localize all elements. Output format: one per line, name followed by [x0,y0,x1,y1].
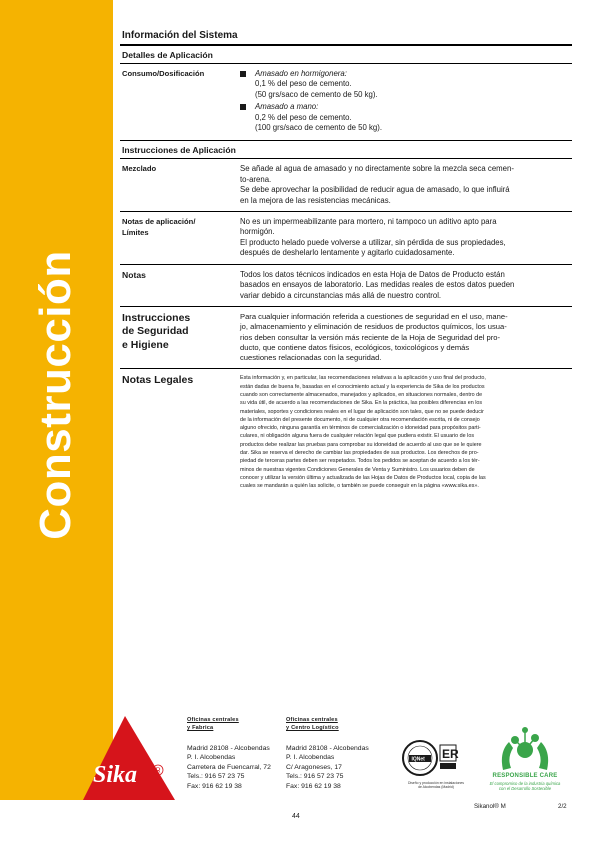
sidebar-title: Construcción [31,250,80,540]
office-central-logistics: Oficinas centrales y Centro Logístico Madrid 28108 - Alcobendas P. I. Alcobendas C/ Aragoneses, 17 Tels.: 916 57 23 75 Fax: 916 62 19 38 [286,716,386,791]
section-title-system-info: Información del Sistema [120,30,572,46]
page-number: 44 [292,813,300,820]
limits-label: Notas de aplicación/ Límites [122,217,196,237]
footer-page-count: 2/2 [558,803,567,810]
consumption-body [240,69,570,135]
svg-text:R: R [155,767,161,775]
subsection-title-application-details: Detalles de Aplicación [120,46,572,64]
row-limits [120,212,572,265]
responsible-care-subtitle: El compromiso de la industria química con el Desarrollo Sostenible [489,781,561,792]
legal-body: Esta información y, en particular, las recomendaciones relativas a la aplicación y uso final del producto, están dadas de buena fe, basadas en el conocimiento actual y la experiencia de Sika de los productos cuando son correctamente almacenados, manejados y aplicados, en situaciones normales, dentro de su vida útil, de acuerdo a las recomendaciones de Sika. En la práctica, las posibles diferencias en los materiales, soportes y condiciones reales en el lugar de aplicación son tales, que no se puede deducir de la información del presente documento, ni de cualquier otra recomendación escrita, ni de consejo alguno ofrecido, ninguna garantía en términos de comercialización o idoneidad para propósitos parti- culares, ni obligación alguna fuera de cualquier relación legal que pudiera existir. El usuario de los productos debe realizar las pruebas para comprobar su idoneidad de acuerdo al uso que se le quiere dar. Sika se reserva el derecho de cambiar las propiedades de sus productos. Los derechos de pro- piedad de terceras partes deben ser respetados. Todos los pedidos se aceptan de acuerdo a los tér- minos de nuestras vigentes Condiciones Generales de Venta y Suministro. Los usuarios deben de conocer y utilizar la versión última y actualizada de las Hojas de Datos de Productos local, copia de las cuales se mandarán a quién las solicite, o también se puede conseguir en la página «www.sika.es». [240,375,486,490]
list-item: Amasado en hormigonera: 0,1 % del peso de cemento. (50 grs/saco de cemento de 50 kg). [240,69,570,100]
mixing-body: Se añade al agua de amasado y no directamente sobre la mezcla seca cemen- to-arena. Se debe aprovechar la posibilidad de reducir agua de amasado, lo que influirá en la mejora de las resistencias mecánicas. [240,164,514,205]
office-heading: Oficinas centrales y Fabrica [187,717,239,731]
legal-label: Notas Legales [122,374,194,387]
row-consumption [120,64,572,141]
certification-caption: Diseño y producción en instalaciones de Alcobendas (Madrid) [408,781,464,790]
sika-logo-wordmark: Sika [93,762,138,788]
sika-logo [83,716,183,800]
row-legal [120,369,572,495]
limits-body: No es un impermeabilizante para mortero, ni tampoco un aditivo apto para hormigón. El producto helado puede volverse a utilizar, sin pérdida de sus propiedades, después de deshelarlo lentamente y agitarlo cuidadosamente. [240,217,506,258]
office-addresses [187,716,387,796]
office-heading: Oficinas centrales y Centro Logístico [286,717,339,731]
safety-label: Instrucciones de Seguridad e Higiene [122,311,191,351]
row-notes [120,265,572,307]
notes-label: Notas [122,269,146,280]
footer-product-name: Sikanol® M [474,803,506,810]
left-hand-icon [502,742,513,770]
office-central-factory: Oficinas centrales y Fabrica Madrid 28108 - Alcobendas P. I. Alcobendas Carretera de Fuencarral, 72 Tels.: 916 57 23 75 Fax: 916 62 19 38 [187,716,287,791]
square-bullet-icon [240,104,246,110]
subsection-title-application-instructions: Instrucciones de Aplicación [120,141,572,159]
sidebar-band [0,0,113,800]
svg-text:ER: ER [442,747,459,761]
svg-text:IQNet: IQNet [411,756,425,763]
right-hand-icon [537,742,548,770]
row-safety [120,307,572,369]
square-bullet-icon [240,71,246,77]
row-mixing [120,159,572,212]
mixing-label: Mezclado [122,164,157,174]
safety-body: Para cualquier información referida a cuestiones de seguridad en el uso, mane- jo, almacenamiento y eliminación de residuos de productos químicos, los usua- rios deben consultar la versión más reciente de la Hoja de Seguridad del pro- ducto, que contiene datos físicos, ecológicos, toxicológicos y demás cuestiones relacionadas con la seguridad. [240,311,508,363]
responsible-care-title: RESPONSIBLE CARE [492,773,558,779]
consumption-label: Consumo/Dosificación [122,69,205,78]
notes-body: Todos los datos técnicos indicados en esta Hoja de Datos de Producto están basados en ensayos de laboratorio. Las medidas reales de estos datos pueden variar debido a circunstancias más allá de nuestro control. [240,269,515,300]
main-content [120,30,572,496]
list-item: Amasado a mano: 0,2 % del peso de cemento. (100 grs/saco de cemento de 50 kg). [240,102,570,133]
